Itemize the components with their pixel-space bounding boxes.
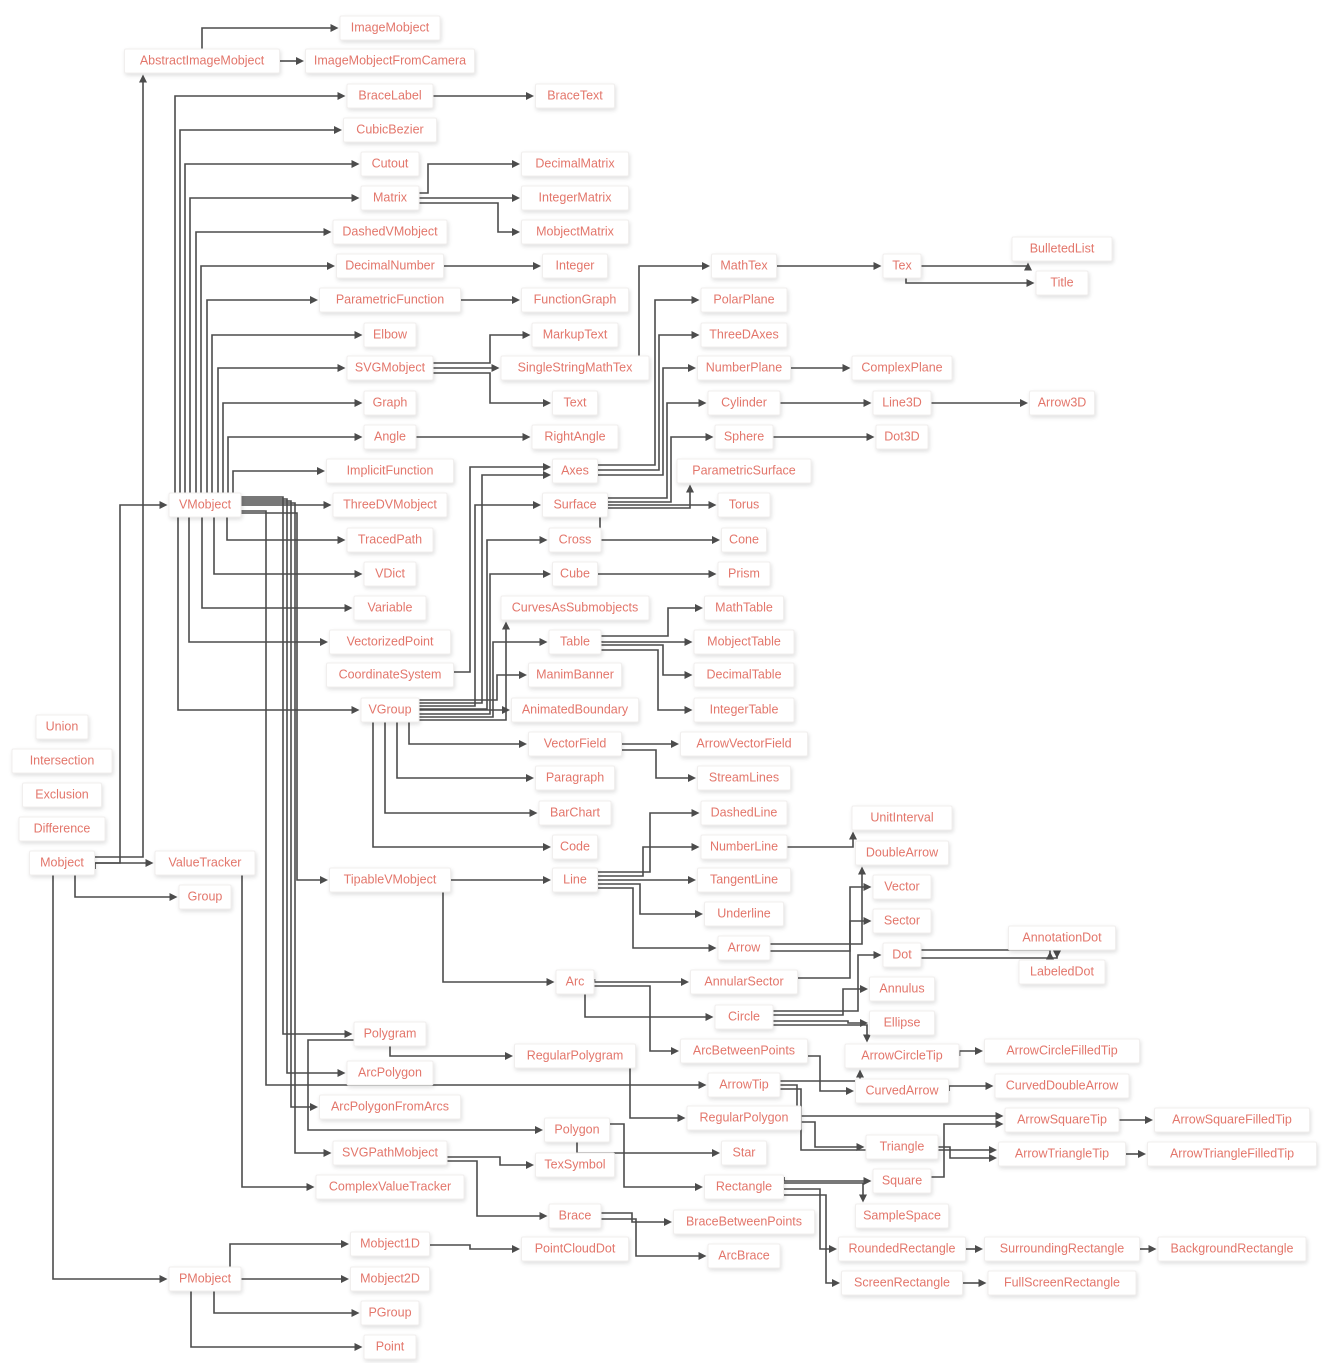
node-Circle[interactable]: Circle xyxy=(715,1005,774,1030)
edge-TipableVMobject-to-Arc xyxy=(443,893,555,987)
edge-CoordinateSystem-to-Axes xyxy=(454,463,551,672)
edge-Matrix-to-IntegerMatrix xyxy=(420,194,521,202)
node-PointCloudDot[interactable]: PointCloudDot xyxy=(521,1237,629,1262)
node-Difference[interactable]: Difference xyxy=(19,817,106,842)
node-AbstractImageMobject[interactable]: AbstractImageMobject xyxy=(124,49,280,74)
edge-TipableVMobject-to-Line xyxy=(451,876,551,884)
edge-VMobject-to-ArcPolygon xyxy=(242,499,346,1077)
edge-AbstractImageMobject-to-ImageMobject xyxy=(202,24,339,49)
edge-RegularPolygram-to-RegularPolygon xyxy=(630,1069,686,1123)
node-NumberLine[interactable]: NumberLine xyxy=(701,835,788,860)
node-Ellipse[interactable]: Ellipse xyxy=(869,1011,935,1036)
node-Cutout[interactable]: Cutout xyxy=(361,152,420,177)
node-DoubleArrow[interactable]: DoubleArrow xyxy=(855,841,949,866)
node-SurroundingRectangle[interactable]: SurroundingRectangle xyxy=(984,1237,1140,1262)
node-VectorizedPoint[interactable]: VectorizedPoint xyxy=(329,630,451,655)
node-Exclusion[interactable]: Exclusion xyxy=(22,783,102,808)
node-CurvesAsSubmobjects[interactable]: CurvesAsSubmobjects xyxy=(501,596,650,621)
node-ArcPolygon[interactable]: ArcPolygon xyxy=(347,1061,434,1086)
edge-Line-to-Arrow xyxy=(598,888,717,952)
edge-Polygon-to-Rectangle xyxy=(610,1124,703,1191)
edge-ArrowSquareTip-to-ArrowSquareFilledTip xyxy=(1120,1116,1154,1124)
node-ImageMobjectFromCamera[interactable]: ImageMobjectFromCamera xyxy=(305,49,475,74)
edge-VMobject-to-Variable xyxy=(202,518,353,613)
edge-Line-to-Underline xyxy=(598,884,703,918)
edge-VMobject-to-VDict xyxy=(214,518,363,579)
node-Torus[interactable]: Torus xyxy=(718,493,771,518)
edge-Line-to-TangentLine xyxy=(598,876,696,884)
edge-VGroup-to-Code xyxy=(373,723,551,852)
node-ArcPolygonFromArcs[interactable]: ArcPolygonFromArcs xyxy=(319,1095,461,1120)
node-Matrix[interactable]: Matrix xyxy=(361,186,420,211)
edge-CurvedArrow-to-CurvedDoubleArrow xyxy=(949,1082,994,1091)
node-TexSymbol[interactable]: TexSymbol xyxy=(535,1153,615,1178)
node-FullScreenRectangle[interactable]: FullScreenRectangle xyxy=(988,1271,1137,1296)
edge-Mobject-to-ValueTracker xyxy=(95,859,154,869)
node-Mobject[interactable]: Mobject xyxy=(29,851,95,876)
node-FunctionGraph[interactable]: FunctionGraph xyxy=(521,288,629,313)
node-Group[interactable]: Group xyxy=(179,885,232,910)
node-Union[interactable]: Union xyxy=(36,715,89,740)
node-ArrowTip[interactable]: ArrowTip xyxy=(708,1073,781,1098)
edge-Arc-to-AnnularSector xyxy=(595,978,690,986)
node-ManimBanner[interactable]: ManimBanner xyxy=(528,663,622,688)
node-RightAngle[interactable]: RightAngle xyxy=(532,425,619,450)
edge-Mobject-to-Group xyxy=(75,876,178,902)
edge-Dot-to-LabeledDot xyxy=(922,951,1062,959)
node-Cylinder[interactable]: Cylinder xyxy=(708,391,781,416)
node-Elbow[interactable]: Elbow xyxy=(364,323,417,348)
node-ParametricSurface[interactable]: ParametricSurface xyxy=(677,459,812,484)
edge-VMobject-to-Cutout xyxy=(185,160,360,493)
edge-Sphere-to-Dot3D xyxy=(774,433,875,441)
node-ComplexPlane[interactable]: ComplexPlane xyxy=(852,356,953,381)
node-ScreenRectangle[interactable]: ScreenRectangle xyxy=(841,1271,963,1296)
node-AnnotationDot[interactable]: AnnotationDot xyxy=(1008,926,1116,951)
edge-AbstractImageMobject-to-ImageMobjectFromCamera xyxy=(280,57,304,65)
node-BraceLabel[interactable]: BraceLabel xyxy=(347,84,434,109)
node-CoordinateSystem[interactable]: CoordinateSystem xyxy=(326,663,454,688)
edge-VMobject-to-DecimalNumber xyxy=(201,262,335,493)
edge-Surface-to-Cone xyxy=(600,518,720,545)
node-MarkupText[interactable]: MarkupText xyxy=(532,323,619,348)
node-ArrowCircleTip[interactable]: ArrowCircleTip xyxy=(845,1044,960,1069)
edge-PMobject-to-Point xyxy=(191,1292,363,1352)
edge-ScreenRectangle-to-FullScreenRectangle xyxy=(963,1279,987,1287)
edge-VectorField-to-ArrowVectorField xyxy=(622,740,679,748)
node-MathTable[interactable]: MathTable xyxy=(704,596,784,621)
node-Cube[interactable]: Cube xyxy=(552,562,598,587)
node-SVGMobject[interactable]: SVGMobject xyxy=(347,356,434,381)
node-ArrowSquareFilledTip[interactable]: ArrowSquareFilledTip xyxy=(1154,1108,1310,1133)
edge-PMobject-to-PGroup xyxy=(214,1292,360,1318)
edge-NumberPlane-to-ComplexPlane xyxy=(791,364,851,372)
node-ImplicitFunction[interactable]: ImplicitFunction xyxy=(326,459,454,484)
node-Title[interactable]: Title xyxy=(1036,271,1089,296)
node-Integer[interactable]: Integer xyxy=(542,254,608,279)
node-LabeledDot[interactable]: LabeledDot xyxy=(1019,960,1106,985)
node-CurvedDoubleArrow[interactable]: CurvedDoubleArrow xyxy=(995,1074,1130,1099)
node-AnimatedBoundary[interactable]: AnimatedBoundary xyxy=(511,698,639,723)
node-DecimalMatrix[interactable]: DecimalMatrix xyxy=(521,152,629,177)
edge-Polygram-to-RegularPolygram xyxy=(390,1047,513,1061)
edge-SVGMobject-to-SingleStringMathTex xyxy=(434,364,500,372)
node-StreamLines[interactable]: StreamLines xyxy=(697,766,791,791)
edge-ArrowTip-to-ArrowCircleTip xyxy=(781,1070,865,1082)
edge-Tex-to-BulletedList xyxy=(922,263,1033,271)
node-Tex[interactable]: Tex xyxy=(883,254,922,279)
node-ArrowCircleFilledTip[interactable]: ArrowCircleFilledTip xyxy=(984,1039,1140,1064)
edge-AnnularSector-to-Sector xyxy=(798,917,872,978)
edge-MathTex-to-Tex xyxy=(777,262,882,270)
node-Mobject2D[interactable]: Mobject2D xyxy=(350,1267,430,1292)
node-ArrowTriangleTip[interactable]: ArrowTriangleTip xyxy=(998,1142,1126,1167)
edge-PMobject-to-Mobject2D xyxy=(242,1275,350,1283)
edge-Line3D-to-Arrow3D xyxy=(932,399,1029,407)
node-VectorField[interactable]: VectorField xyxy=(528,732,622,757)
node-Point[interactable]: Point xyxy=(364,1335,417,1360)
node-DashedLine[interactable]: DashedLine xyxy=(701,801,788,826)
node-PGroup[interactable]: PGroup xyxy=(361,1301,420,1326)
edge-Angle-to-RightAngle xyxy=(417,433,531,441)
node-MathTex[interactable]: MathTex xyxy=(711,254,777,279)
node-PolarPlane[interactable]: PolarPlane xyxy=(701,288,788,313)
node-Vector[interactable]: Vector xyxy=(873,875,932,900)
edge-Mobject-to-PMobject xyxy=(53,876,168,1284)
node-ThreeDVMobject[interactable]: ThreeDVMobject xyxy=(333,493,448,518)
edge-VGroup-to-BarChart xyxy=(385,723,538,818)
node-SampleSpace[interactable]: SampleSpace xyxy=(855,1204,949,1229)
node-CubicBezier[interactable]: CubicBezier xyxy=(343,118,437,143)
node-BraceText[interactable]: BraceText xyxy=(535,84,615,109)
node-Dot3D[interactable]: Dot3D xyxy=(876,425,929,450)
node-Line[interactable]: Line xyxy=(552,868,598,893)
node-BraceBetweenPoints[interactable]: BraceBetweenPoints xyxy=(673,1210,815,1235)
node-Annulus[interactable]: Annulus xyxy=(869,977,935,1002)
node-ArrowTriangleFilledTip[interactable]: ArrowTriangleFilledTip xyxy=(1147,1142,1317,1167)
edge-DecimalNumber-to-Integer xyxy=(444,262,541,270)
node-MobjectTable[interactable]: MobjectTable xyxy=(694,630,795,655)
node-Dot[interactable]: Dot xyxy=(883,943,922,968)
edge-Arrow-to-Vector xyxy=(771,883,872,951)
edge-VMobject-to-DashedVMobject xyxy=(196,228,332,493)
edge-Mobject1D-to-PointCloudDot xyxy=(430,1245,520,1253)
node-CurvedArrow[interactable]: CurvedArrow xyxy=(855,1079,949,1104)
edge-SVGPathMobject-to-TexSymbol xyxy=(448,1157,535,1169)
node-ParametricFunction[interactable]: ParametricFunction xyxy=(319,288,461,313)
node-TracedPath[interactable]: TracedPath xyxy=(347,528,434,553)
edge-Cylinder-to-Line3D xyxy=(781,399,872,407)
edge-VMobject-to-ArcPolygonFromArcs xyxy=(242,501,319,1111)
edge-ArrowTriangleTip-to-ArrowTriangleFilledTip xyxy=(1126,1150,1146,1158)
edge-Cube-to-Prism xyxy=(598,570,717,578)
node-BarChart[interactable]: BarChart xyxy=(539,801,612,826)
edge-VGroup-to-AnimatedBoundary xyxy=(420,706,511,714)
edge-Mobject-to-VMobject xyxy=(95,501,168,863)
node-Text[interactable]: Text xyxy=(552,391,598,416)
node-VMobject[interactable]: VMobject xyxy=(169,493,242,518)
node-Table[interactable]: Table xyxy=(549,630,602,655)
node-UnitInterval[interactable]: UnitInterval xyxy=(852,806,953,831)
node-Arrow3D[interactable]: Arrow3D xyxy=(1029,391,1095,416)
node-ImageMobject[interactable]: ImageMobject xyxy=(340,16,441,41)
node-DecimalNumber[interactable]: DecimalNumber xyxy=(336,254,444,279)
edge-VMobject-to-ImplicitFunction xyxy=(233,467,325,493)
edge-RoundedRectangle-to-SurroundingRectangle xyxy=(966,1245,983,1253)
node-RegularPolygon[interactable]: RegularPolygon xyxy=(687,1106,802,1131)
edge-Matrix-to-DecimalMatrix xyxy=(420,160,521,193)
node-ArrowVectorField[interactable]: ArrowVectorField xyxy=(680,732,808,757)
edge-SingleStringMathTex-to-MathTex xyxy=(639,262,710,356)
node-Polygram[interactable]: Polygram xyxy=(354,1022,427,1047)
node-Surface[interactable]: Surface xyxy=(542,493,608,518)
node-Underline[interactable]: Underline xyxy=(704,902,784,927)
node-Prism[interactable]: Prism xyxy=(718,562,771,587)
edge-VMobject-to-TipableVMobject xyxy=(242,513,329,884)
node-PMobject[interactable]: PMobject xyxy=(169,1267,242,1292)
node-Rectangle[interactable]: Rectangle xyxy=(704,1175,784,1200)
edge-Tex-to-Title xyxy=(906,279,1035,288)
edge-VGroup-to-Paragraph xyxy=(397,723,534,783)
node-TipableVMobject[interactable]: TipableVMobject xyxy=(329,868,451,893)
node-Sector[interactable]: Sector xyxy=(873,909,932,934)
edge-BraceLabel-to-BraceText xyxy=(434,92,535,100)
edge-VGroup-to-VectorField xyxy=(409,723,527,749)
node-ThreeDAxes[interactable]: ThreeDAxes xyxy=(701,323,788,348)
node-Paragraph[interactable]: Paragraph xyxy=(535,766,615,791)
edge-RegularPolygon-to-Triangle xyxy=(802,1122,865,1151)
node-Mobject1D[interactable]: Mobject1D xyxy=(350,1232,430,1257)
node-VDict[interactable]: VDict xyxy=(364,562,417,587)
edge-ArrowCircleTip-to-ArrowCircleFilledTip xyxy=(960,1047,984,1056)
node-RoundedRectangle[interactable]: RoundedRectangle xyxy=(838,1237,966,1262)
node-AnnularSector[interactable]: AnnularSector xyxy=(690,970,798,995)
edge-Line-to-NumberLine xyxy=(598,843,700,876)
edge-Mobject-to-AbstractImageMobject xyxy=(95,75,147,858)
edge-Line-to-DashedLine xyxy=(598,809,700,872)
node-ArrowSquareTip[interactable]: ArrowSquareTip xyxy=(1005,1108,1120,1133)
node-Brace[interactable]: Brace xyxy=(549,1204,602,1229)
node-Arrow[interactable]: Arrow xyxy=(718,936,771,961)
node-Angle[interactable]: Angle xyxy=(364,425,417,450)
node-SingleStringMathTex[interactable]: SingleStringMathTex xyxy=(501,356,650,381)
node-ValueTracker[interactable]: ValueTracker xyxy=(155,851,256,876)
node-BackgroundRectangle[interactable]: BackgroundRectangle xyxy=(1158,1237,1307,1262)
node-DecimalTable[interactable]: DecimalTable xyxy=(694,663,795,688)
node-ArcBetweenPoints[interactable]: ArcBetweenPoints xyxy=(680,1039,808,1064)
node-Square[interactable]: Square xyxy=(873,1169,932,1194)
node-RegularPolygram[interactable]: RegularPolygram xyxy=(514,1044,636,1069)
node-Intersection[interactable]: Intersection xyxy=(12,749,113,774)
node-Variable[interactable]: Variable xyxy=(354,596,427,621)
edge-ParametricFunction-to-FunctionGraph xyxy=(461,296,520,304)
node-Sphere[interactable]: Sphere xyxy=(715,425,774,450)
node-TangentLine[interactable]: TangentLine xyxy=(697,868,791,893)
edge-NumberLine-to-UnitInterval xyxy=(788,832,858,848)
edge-PMobject-to-Mobject1D xyxy=(230,1240,349,1267)
node-ComplexValueTracker[interactable]: ComplexValueTracker xyxy=(316,1175,465,1200)
node-Cross[interactable]: Cross xyxy=(549,528,602,553)
node-Cone[interactable]: Cone xyxy=(721,528,767,553)
node-Code[interactable]: Code xyxy=(552,835,598,860)
node-Line3D[interactable]: Line3D xyxy=(873,391,932,416)
node-Graph[interactable]: Graph xyxy=(364,391,417,416)
node-NumberPlane[interactable]: NumberPlane xyxy=(697,356,791,381)
node-Polygon[interactable]: Polygon xyxy=(544,1118,610,1143)
edge-SurroundingRectangle-to-BackgroundRectangle xyxy=(1140,1245,1157,1253)
node-Triangle[interactable]: Triangle xyxy=(866,1135,939,1160)
node-DashedVMobject[interactable]: DashedVMobject xyxy=(333,220,448,245)
node-SVGPathMobject[interactable]: SVGPathMobject xyxy=(333,1141,448,1166)
node-Axes[interactable]: Axes xyxy=(552,459,598,484)
node-MobjectMatrix[interactable]: MobjectMatrix xyxy=(521,220,629,245)
node-IntegerTable[interactable]: IntegerTable xyxy=(694,698,795,723)
edge-VMobject-to-VectorizedPoint xyxy=(189,518,328,647)
node-ArcBrace[interactable]: ArcBrace xyxy=(708,1244,781,1269)
node-Arc[interactable]: Arc xyxy=(556,970,595,995)
node-VGroup[interactable]: VGroup xyxy=(361,698,420,723)
node-BulletedList[interactable]: BulletedList xyxy=(1012,237,1113,262)
node-IntegerMatrix[interactable]: IntegerMatrix xyxy=(521,186,629,211)
node-Star[interactable]: Star xyxy=(721,1141,767,1166)
